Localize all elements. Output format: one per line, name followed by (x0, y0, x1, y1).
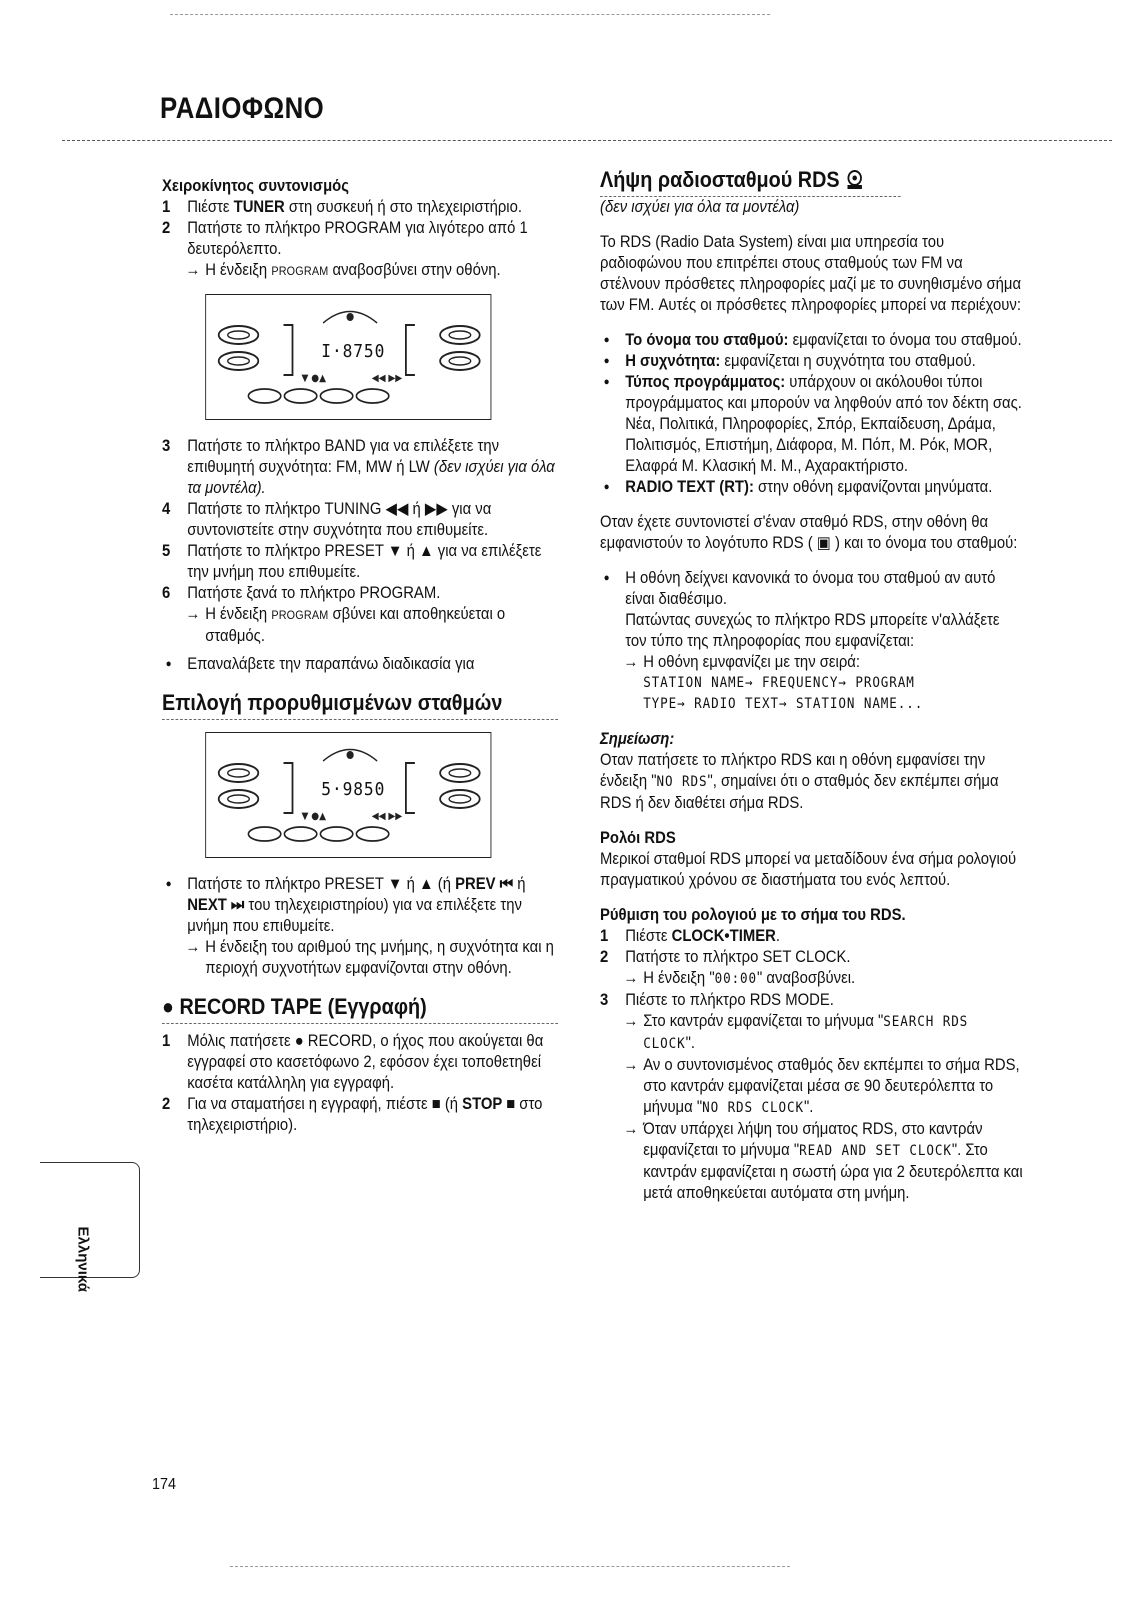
display-bullet: ● Η οθόνη δείχνει κανονικά το όνομα του σταθμού αν αυτό είναι διαθέσιμο. (600, 568, 1023, 610)
right-knob-icon (440, 790, 480, 808)
right-knob-icon (440, 764, 480, 782)
right-knob-icon (440, 352, 480, 370)
left-knob-icon (219, 764, 259, 782)
feature-label: Το όνομα του σταθμού: (625, 331, 789, 349)
step-text: Πατήστε το πλήκτρο SET CLOCK. (625, 948, 851, 966)
step-number: 6 (162, 584, 171, 602)
arrow-icon: → (185, 261, 201, 279)
display-sequence (600, 652, 1023, 715)
clock-text: Μερικοί σταθμοί RDS μπορεί να μεταδίδουν ένα σήμα ρολογιού πραγματικού χρόνου σε διαστήματα του ενός λεπτού. (600, 850, 1017, 889)
step-text: Για να σταματήσει η εγγραφή, πιέστε ■ (ή (187, 1095, 463, 1113)
step-number: 3 (162, 437, 171, 455)
left-knob-icon (219, 790, 259, 808)
set-clock-heading: Ρύθμιση του ρολογιού με το σήμα του RDS. (600, 906, 906, 924)
lcd-message: SEARCH RDS CLOCK (643, 1014, 969, 1052)
step-number: 1 (162, 198, 171, 216)
sequence-line: TYPE→ RADIO TEXT→ STATION NAME... (643, 696, 924, 712)
button-icon (356, 389, 388, 403)
clock-step-3-result-1 (600, 1011, 1023, 1055)
scan-artifact-bottom (230, 1566, 790, 1567)
button-icon (284, 827, 316, 841)
step-text: . (775, 927, 780, 945)
step-number: 3 (600, 991, 609, 1009)
svg-text:▼ ●▲: ▼ ●▲ (301, 372, 327, 385)
svg-text:◀◀ ▶▶: ◀◀ ▶▶ (371, 810, 403, 823)
bullet-text: Πατήστε το πλήκτρο PRESET ▼ ή ▲ (ή (187, 875, 456, 893)
page-title: ΡΑΔΙΟΦΩΝΟ (160, 92, 325, 125)
preset-display-illustration (205, 732, 491, 858)
left-knob-icon (219, 352, 259, 370)
button-label: CLOCK•TIMER (671, 927, 776, 945)
feature-text: εμφανίζεται η συχνότητα του σταθμού. (720, 352, 976, 370)
right-knob-icon (440, 326, 480, 344)
result-text: ". (803, 1098, 814, 1116)
button-label: NEXT ⏭ (187, 896, 245, 914)
rds-feature-frequency (600, 351, 1023, 372)
rds-logo-icon (845, 170, 865, 190)
rds-feature-radio-text (600, 477, 1023, 498)
lcd-message: NO RDS CLOCK (702, 1100, 804, 1116)
button-icon (356, 827, 388, 841)
step-3 (162, 436, 558, 499)
step-text: Μόλις πατήσετε ● RECORD, ο ήχος που ακούγεται θα εγγραφεί στο κασετόφωνο 2, εφόσον έχει τοποθετηθεί κασέτα κατάλληλη για εγγραφή. (187, 1032, 544, 1092)
arrow-icon: → (185, 938, 201, 956)
button-icon (248, 827, 280, 841)
button-label: PREV ⏮ (455, 875, 514, 893)
sequence-intro: Η οθόνη εμνφανίζει με την σειρά: (643, 653, 861, 671)
button-icon (248, 389, 280, 403)
result-text: " αναβοσβύνει. (757, 969, 856, 987)
scan-artifact-top (170, 14, 770, 15)
arrow-icon: → (623, 1012, 639, 1030)
button-icon (320, 827, 352, 841)
result-text: Όταν υπάρχει λήψη του σήματος RDS, στο καντράν εμφανίζεται το μήνυμα " (643, 1120, 983, 1159)
step-text: Πατήστε το πλήκτρο PRESET ▼ ή ▲ για να επιλέξετε την μνήμη που επιθυμείτε. (187, 542, 542, 581)
feature-text: στην οθόνη εμφανίζονται μηνύματα. (753, 478, 993, 496)
lcd-message: READ AND SET CLOCK (799, 1143, 952, 1159)
note-text-part: Οταν πατήσετε το πλήκτρο RDS και η οθόνη εμφανίσει την ένδειξη " (600, 751, 986, 790)
page-number: 174 (152, 1476, 177, 1493)
note-heading: Σημείωση: (600, 730, 675, 748)
manual-tuning-heading: Χειροκίνητος συντονισμός (162, 177, 349, 195)
lcd-message: NO RDS (656, 774, 708, 790)
feature-label: RADIO TEXT (RT): (625, 478, 754, 496)
step-number: 5 (162, 542, 171, 560)
clock-step-2-result (600, 968, 1023, 990)
left-knob-icon (219, 326, 259, 344)
preset-bullet (162, 874, 558, 937)
feature-text: υπάρχουν οι ακόλουθοι τύποι προγράμματος και μπορούν να ληφθούν από τον δέκτη σας. Νέα, Πολιτικά, Πληροφορίες, Σπόρ, Εκπαίδευση, Δράμα, Πολιτισμός, Επιστήμη, Διάφορα, Μ. Πόπ, Μ. Ρόκ, MOR, Ελαφρά Μ. Κλασική Μ. Μ., Αχαρακτήριστο. (625, 373, 1022, 475)
clock-step-3 (600, 990, 1023, 1011)
result-text: Η ένδειξη (205, 605, 272, 623)
result-text: αναβοσβύνει στην οθόνη. (328, 261, 501, 279)
rds-intro: Το RDS (Radio Data System) είναι μια υπηρεσία του ραδιοφώνου που επιτρέπει στους σταθμούς των FM να στέλνουν πρόσθετες πληροφορίες μαζί με το συνηθισμένο σήμα των FM. Αυτές οι πρόσθετες πληροφορίες μπορεί να περιέχουν: (600, 233, 1022, 314)
bullet-text: του τηλεχειριστηρίου) για να επιλέξετε την μνήμη που επιθυμείτε. (187, 896, 522, 935)
record-heading: ● RECORD TAPE (Εγγραφή) (162, 993, 558, 1024)
rds-model-note: (δεν ισχύει για όλα τα μοντέλα) (600, 198, 800, 216)
arrow-icon: → (185, 605, 201, 623)
right-column (600, 166, 1023, 1204)
rds-feature-station-name (600, 330, 1023, 351)
step-text: στο τηλεχειριστήριο). (187, 1095, 543, 1134)
display-label: PROGRAM (271, 608, 329, 622)
button-label: STOP ■ (462, 1095, 516, 1113)
step-text: Πατήστε το πλήκτρο PROGRAM για λιγότερο από 1 δευτερόλεπτο. (187, 219, 528, 258)
step-5 (162, 541, 558, 583)
step-number: 2 (162, 1095, 171, 1113)
arrow-icon: → (623, 1056, 639, 1074)
display-readout: 5·9850 (321, 779, 386, 800)
step-text: Πατήστε ξανά το πλήκτρο PROGRAM. (187, 584, 441, 602)
step-6-result (162, 604, 558, 647)
result-text: σβύνει και αποθηκεύεται ο σταθμός. (205, 605, 506, 645)
svg-text:◀◀ ▶▶: ◀◀ ▶▶ (371, 372, 403, 385)
clock-step-2 (600, 947, 1023, 968)
result-text: Η ένδειξη (205, 261, 272, 279)
result-text: Η ένδειξη " (643, 969, 715, 987)
rds-tuned-text: Οταν έχετε συντονιστεί σ'έναν σταθμό RDS, στην οθόνη θα εμφανιστούν το λογότυπο RDS ( ▣ ) και το όνομα του σταθμού: (600, 513, 1018, 552)
bullet-text: ή (513, 875, 526, 893)
preset-heading: Επιλογή προρυθμισμένων σταθμών (162, 689, 558, 720)
step-2-result (162, 260, 558, 282)
step-text: Πατήστε το πλήκτρο BAND για να επιλέξετε την επιθυμητή συχνότητα: FM, MW ή LW (187, 437, 500, 476)
note-text-part: ", σημαίνει ότι ο σταθμός δεν εκπέμπει σήμα RDS ή δεν διαθέτει σήμα RDS. (600, 772, 999, 812)
step-keyword: TUNER (233, 198, 285, 216)
step-number: 1 (162, 1032, 171, 1050)
step-text: Πιέστε το πλήκτρο RDS MODE. (625, 991, 834, 1009)
display-label: PROGRAM (271, 264, 329, 278)
rds-heading-text: Λήψη ραδιοσταθμού RDS (600, 167, 840, 192)
record-step-1 (162, 1031, 558, 1094)
step-number: 1 (600, 927, 609, 945)
clock-step-3-result-3 (600, 1119, 1023, 1204)
display-readout: I·8750 (321, 341, 386, 362)
step-1 (162, 197, 558, 218)
preset-result (162, 937, 558, 979)
step-text: Πιέστε (625, 927, 672, 945)
arrow-icon: → (623, 653, 639, 671)
result-text: Στο καντράν εμφανίζεται το μήνυμα " (643, 1012, 884, 1030)
feature-text: εμφανίζεται το όνομα του σταθμού. (788, 331, 1022, 349)
clock-step-3-result-2 (600, 1055, 1023, 1119)
record-step-2 (162, 1094, 558, 1136)
feature-label: Τύπος προγράμματος: (625, 373, 786, 391)
step-number: 4 (162, 500, 171, 518)
display-bullet-continued: Πατώντας συνεχώς το πλήκτρο RDS μπορείτε ν'αλλάξετε τον τύπο της πληροφορίας που εμφανίζεται: (625, 611, 1000, 650)
rds-heading (600, 166, 901, 197)
step-note: (δεν ισχύει για όλα τα μοντέλα). (187, 458, 555, 497)
lcd-message: 00:00 (714, 971, 758, 987)
result-text: Αν ο συντονισμένος σταθμός δεν εκπέμπει το σήμα RDS, στο καντράν εμφανίζεται μέσα σε 90 δευτερόλεπτα το μήνυμα " (643, 1056, 1020, 1116)
step-text: Πατήστε το πλήκτρο TUNING ◀◀ ή ▶▶ για να συντονιστείτε στην συχνότητα που επιθυμείτε. (187, 500, 492, 539)
display-panel-illustration (205, 294, 491, 420)
step-number: 2 (600, 948, 609, 966)
result-text: Η ένδειξη του αριθμού της μνήμης, η συχνότητα και η περιοχή συχνοτήτων εμφανίζονται στην οθόνη. (205, 938, 554, 977)
result-text: ". (685, 1034, 696, 1052)
svg-text:▼ ●▲: ▼ ●▲ (301, 810, 327, 823)
feature-label: Η συχνότητα: (625, 352, 721, 370)
step-2 (162, 218, 558, 260)
arrow-icon: → (623, 1120, 639, 1138)
left-column (162, 176, 558, 1136)
rds-feature-program-type (600, 372, 1023, 477)
clock-step-1 (600, 926, 1023, 947)
arrow-icon: → (623, 969, 639, 987)
button-icon (320, 389, 352, 403)
sequence-line: STATION NAME→ FREQUENCY→ PROGRAM (643, 675, 915, 691)
step-number: 2 (162, 219, 171, 237)
title-rule (62, 140, 1112, 141)
step-4 (162, 499, 558, 541)
step-6 (162, 583, 558, 604)
repeat-bullet: ● Επαναλάβετε την παραπάνω διαδικασία για (162, 654, 558, 675)
step-text: Πιέστε (187, 198, 234, 216)
result-text: ". Στο καντράν εμφανίζεται η σωστή ώρα για 2 δευτερόλεπτα και μετά αποθηκεύεται αυτόματα στη μνήμη. (643, 1141, 1023, 1202)
note-text (600, 750, 1023, 814)
button-icon (284, 389, 316, 403)
step-text: στη συσκευή ή στο τηλεχειριστήριο. (284, 198, 522, 216)
clock-heading: Ρολόι RDS (600, 829, 676, 847)
